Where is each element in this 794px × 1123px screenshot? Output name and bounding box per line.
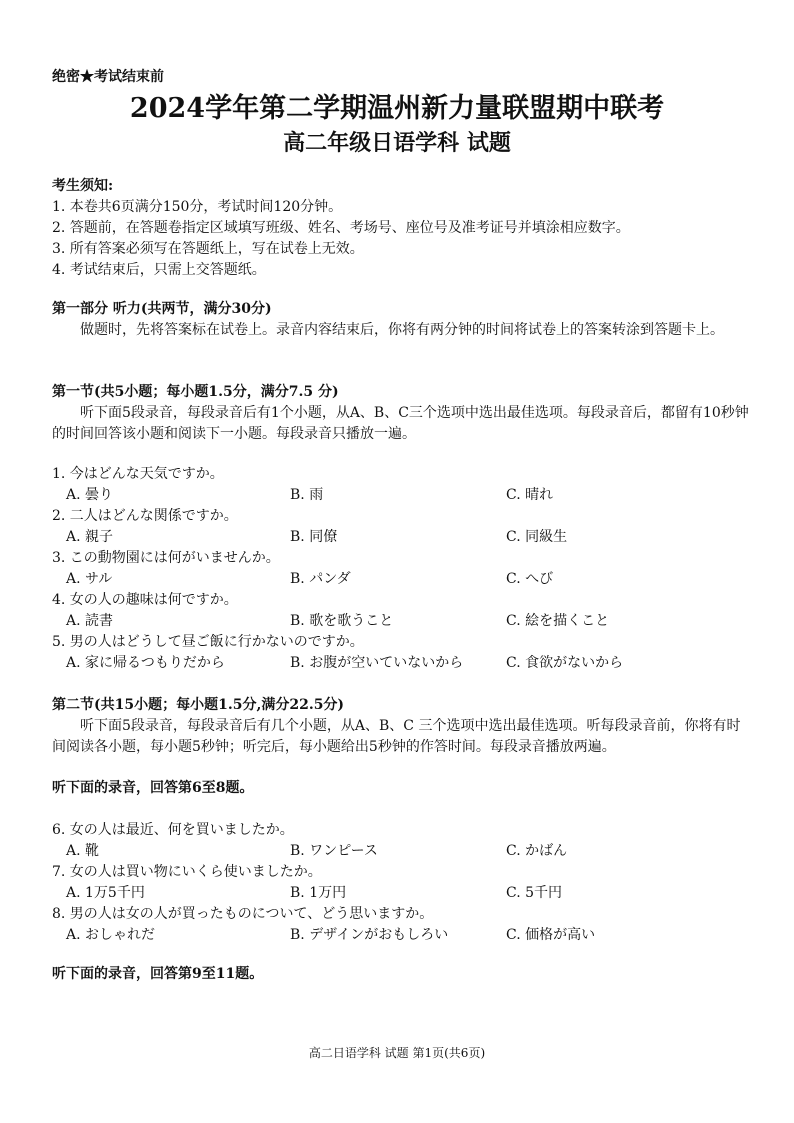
notice-heading: 考生须知:: [52, 178, 114, 194]
question-options: [52, 527, 752, 548]
notice-item: 2. 答题前，在答题卷指定区域填写班级、姓名、考场号、座位号及准考证号并填涂相应数字。: [52, 220, 630, 236]
option-c: C. 価格が高い: [506, 927, 596, 943]
page-footer: 高二日语学科 试题 第1页(共6页): [308, 1046, 486, 1060]
question-options: [52, 925, 752, 946]
question-text: 4. 女の人の趣味は何ですか。: [52, 592, 238, 608]
question-options: [52, 653, 752, 674]
option-b: B. 1万円: [290, 885, 347, 901]
option-b: B. デザインがおもしろい: [290, 927, 449, 943]
option-b: B. パンダ: [290, 571, 351, 587]
question-text: 6. 女の人は最近、何を買いましたか。: [52, 822, 294, 838]
question-options: [52, 569, 752, 590]
part1-instruction: 做题时，先将答案标在试卷上。录音内容结束后，你将有两分钟的时间将试卷上的答案转涂到答题卡上。: [80, 322, 724, 338]
option-b: B. お腹が空いていないから: [290, 655, 464, 671]
question-text: 7. 女の人は買い物にいくら使いましたか。: [52, 864, 322, 880]
option-b: B. 雨: [290, 487, 324, 503]
option-a: A. おしゃれだ: [66, 927, 156, 943]
question-options: [52, 883, 752, 904]
section2: [52, 695, 752, 758]
option-a: A. 1万5千円: [66, 885, 145, 901]
option-a: A. 読書: [66, 613, 114, 629]
question-options: [52, 841, 752, 862]
notice-item: 1. 本卷共6页满分150分，考试时间120分钟。: [52, 199, 343, 215]
section1-questions: [52, 464, 752, 674]
question-options: [52, 611, 752, 632]
group2-heading: 听下面的录音，回答第9至11题。: [52, 966, 264, 982]
part1-section: [52, 299, 752, 341]
exam-title: 2024学年第二学期温州新力量联盟期中联考: [129, 93, 665, 124]
section2-heading: 第二节(共15小题；每小题1.5分,满分22.5分): [52, 697, 345, 713]
question-text: 8. 男の人は女の人が買ったものについて、どう思いますか。: [52, 906, 434, 922]
section2-instruction: 听下面5段录音，每段录音后有几个小题，从A、B、C 三个选项中选出最佳选项。听每段录音前，你将有时间阅读各小题，每小题5秒钟；听完后，每小题给出5秒钟的作答时间。每段录音播放两遍。: [52, 718, 741, 755]
group1-heading: 听下面的录音，回答第6至8题。: [52, 780, 254, 796]
section1-instruction: 听下面5段录音，每段录音后有1个小题，从A、B、C三个选项中选出最佳选项。每段录音后，都留有10秒钟的时间回答该小题和阅读下一小题。每段录音只播放一遍。: [52, 405, 749, 442]
confidential-label: 绝密★考试结束前: [52, 69, 164, 85]
notice-section: [52, 176, 752, 281]
option-a: A. サル: [66, 571, 113, 587]
question-text: 1. 今はどんな天気ですか。: [52, 466, 224, 482]
question-text: 5. 男の人はどうして昼ご飯に行かないのですか。: [52, 634, 364, 650]
option-c: C. 食欲がないから: [506, 655, 624, 671]
option-c: C. 絵を描くこと: [506, 613, 610, 629]
option-a: A. 靴: [66, 843, 100, 859]
option-b: B. ワンピース: [290, 843, 378, 859]
option-c: C. 晴れ: [506, 487, 554, 503]
question-text: 3. この動物園には何がいませんか。: [52, 550, 280, 566]
notice-item: 3. 所有答案必须写在答题纸上，写在试卷上无效。: [52, 241, 364, 257]
option-b: B. 歌を歌うこと: [290, 613, 394, 629]
option-b: B. 同僚: [290, 529, 338, 545]
exam-subtitle: 高二年级日语学科 试题: [283, 130, 511, 156]
section1-heading: 第一节(共5小题；每小题1.5分，满分7.5 分): [52, 384, 339, 400]
option-c: C. 5千円: [506, 885, 563, 901]
section2-questions: [52, 820, 752, 946]
notice-item: 4. 考试结束后，只需上交答题纸。: [52, 262, 266, 278]
section1: [52, 382, 752, 445]
option-c: C. へび: [506, 571, 554, 587]
option-c: C. 同級生: [506, 529, 568, 545]
option-a: A. 家に帰るつもりだから: [66, 655, 225, 671]
question-text: 2. 二人はどんな関係ですか。: [52, 508, 238, 524]
option-a: A. 曇り: [66, 487, 114, 503]
option-a: A. 親子: [66, 529, 114, 545]
option-c: C. かばん: [506, 843, 568, 859]
question-options: [52, 485, 752, 506]
part1-heading: 第一部分 听力(共两节，满分30分): [52, 301, 272, 317]
